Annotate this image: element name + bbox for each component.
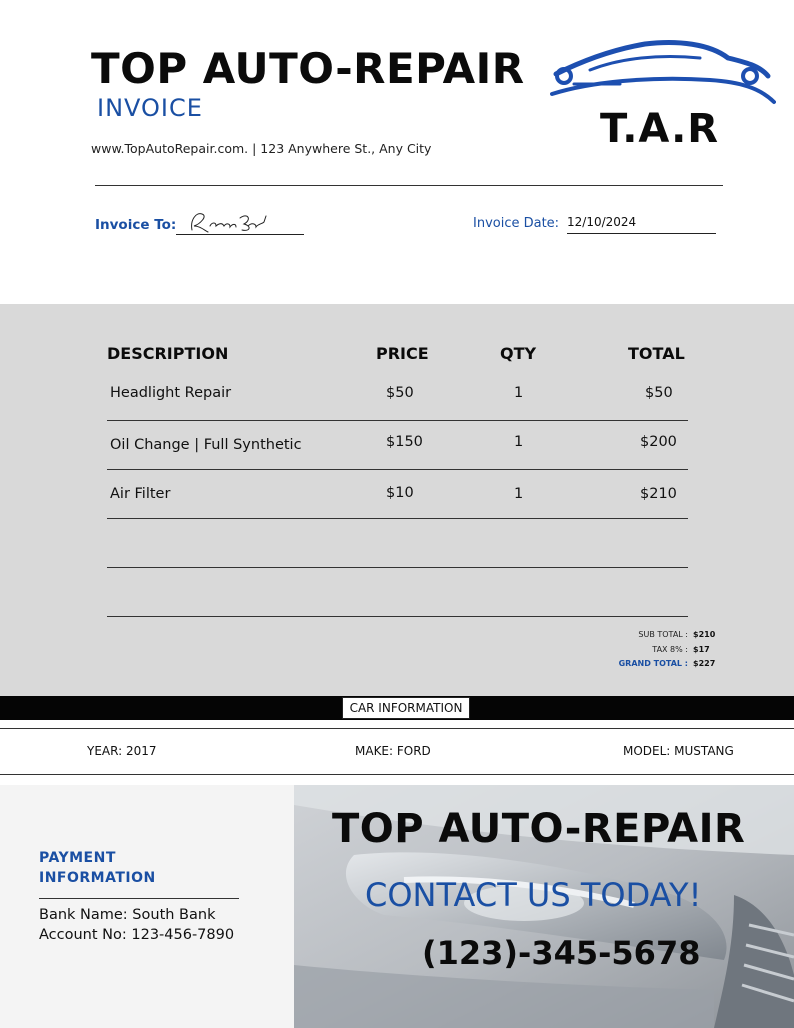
header-description: DESCRIPTION — [107, 344, 229, 363]
contact-line: www.TopAutoRepair.com. | 123 Anywhere St., Any City — [91, 141, 432, 156]
payment-title-line: PAYMENT — [39, 850, 116, 866]
header-divider — [95, 185, 723, 186]
document-type-title: INVOICE — [97, 94, 203, 122]
invoice-to-line — [176, 234, 304, 235]
row-qty: 1 — [514, 385, 524, 401]
row-price: $150 — [386, 434, 423, 450]
account-number: Account No: 123-456-7890 — [39, 927, 235, 943]
payment-title — [39, 848, 156, 888]
row-divider — [107, 518, 688, 519]
footer-company-name: TOP AUTO-REPAIR — [332, 806, 746, 852]
car-info-divider — [0, 728, 794, 729]
tax-value: $17 — [693, 645, 710, 654]
contact-cta: CONTACT US TODAY! — [365, 876, 702, 914]
row-divider — [107, 567, 688, 568]
invoice-date-label: Invoice Date: — [473, 216, 560, 231]
logo-text: T.A.R — [600, 106, 720, 152]
row-description: Oil Change | Full Synthetic — [110, 437, 302, 453]
header-price: PRICE — [376, 344, 429, 363]
header-qty: QTY — [500, 344, 537, 363]
grand-total-label: GRAND TOTAL : — [618, 659, 688, 668]
invoice-date-line — [567, 233, 716, 234]
payment-title-line: INFORMATION — [39, 870, 156, 886]
bank-name: Bank Name: South Bank — [39, 907, 216, 923]
invoice-to-label: Invoice To: — [95, 217, 177, 233]
subtotal-value: $210 — [693, 630, 716, 639]
car-make: MAKE: FORD — [355, 744, 431, 758]
row-description: Air Filter — [110, 486, 171, 502]
row-price: $50 — [386, 385, 414, 401]
signature-image — [186, 208, 270, 236]
header-total: TOTAL — [628, 344, 685, 363]
car-year: YEAR: 2017 — [87, 744, 157, 758]
row-divider — [107, 420, 688, 421]
car-info-title: CAR INFORMATION — [342, 697, 470, 719]
row-total: $200 — [640, 434, 677, 450]
car-silhouette-icon — [550, 36, 776, 108]
row-qty: 1 — [514, 486, 524, 502]
payment-divider — [39, 898, 239, 899]
car-model: MODEL: MUSTANG — [623, 744, 734, 758]
row-qty: 1 — [514, 434, 524, 450]
row-divider — [107, 469, 688, 470]
company-name: TOP AUTO-REPAIR — [91, 44, 525, 93]
row-total: $210 — [640, 486, 677, 502]
phone-number[interactable]: (123)-345-5678 — [422, 934, 701, 972]
invoice-date-value: 12/10/2024 — [567, 215, 637, 229]
row-price: $10 — [386, 485, 414, 501]
car-info-divider — [0, 774, 794, 775]
row-divider — [107, 616, 688, 617]
row-description: Headlight Repair — [110, 385, 232, 401]
row-total: $50 — [645, 385, 673, 401]
subtotal-label: SUB TOTAL : — [638, 630, 688, 639]
tax-label: TAX 8% : — [652, 645, 688, 654]
grand-total-value: $227 — [693, 659, 716, 668]
